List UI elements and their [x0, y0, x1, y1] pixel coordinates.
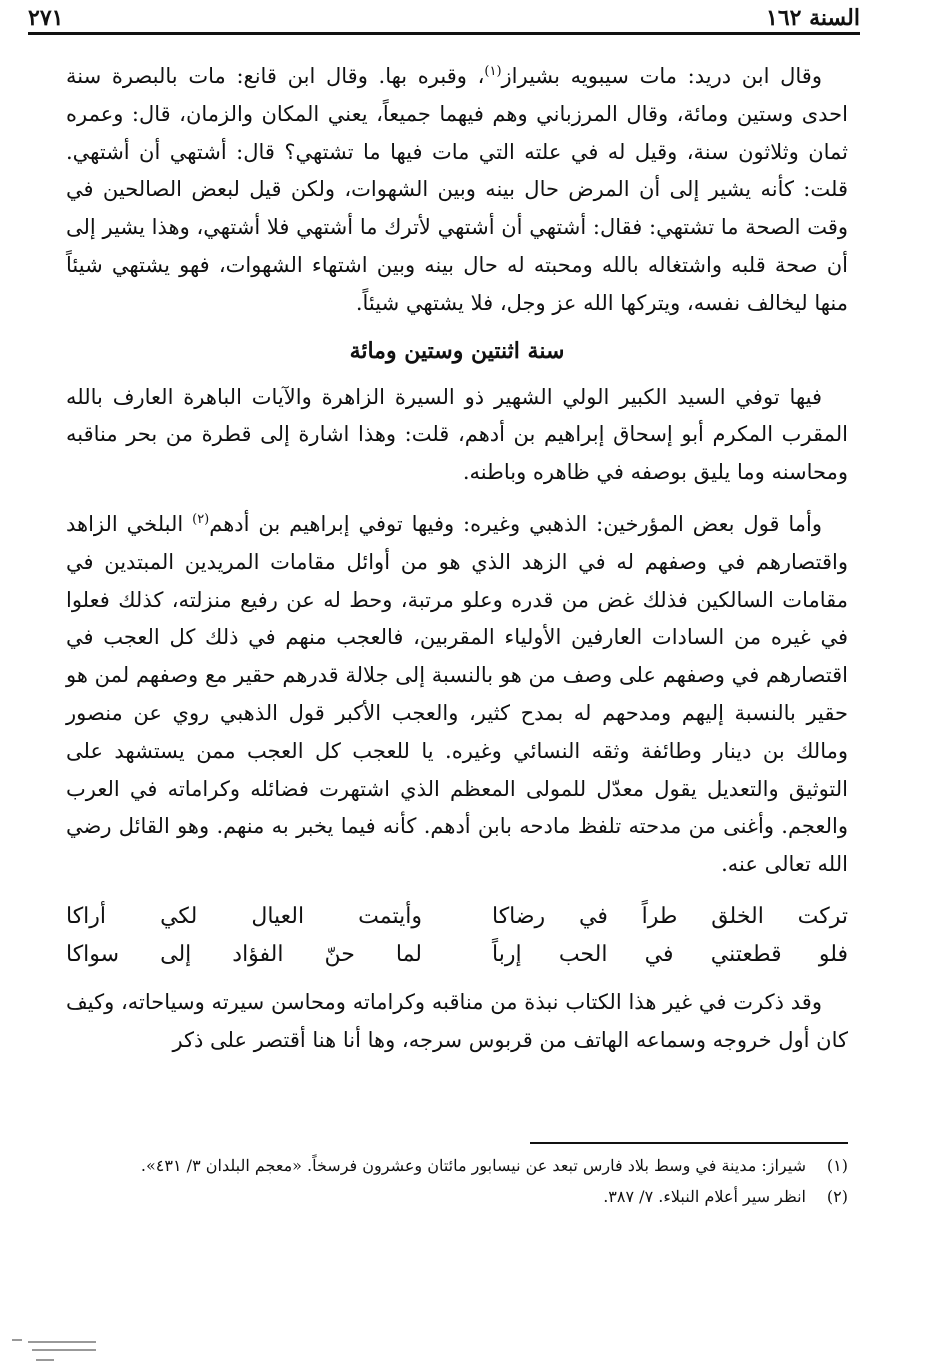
- verse-first-hemistich: تركت الخلق طراً في رضاكا: [492, 903, 848, 929]
- footnote-ref-1: (١): [484, 64, 502, 79]
- paragraph-2: فيها توفي السيد الكبير الولي الشهير ذو السيرة الزاهرة والآيات الباهرة العارف بالله المقرب المكرم أبو إسحاق إبراهيم بن أدهم، قلت: وهذا اشارة إلى قطرة من بحر مناقبه ومحاسنه وما يليق بوصفه في ظاهره وباطنه.: [66, 384, 848, 485]
- verse-second-hemistich: وأيتمت العيال لكي أراكا: [66, 903, 422, 929]
- verse-second-hemistich: لما حنّ الفؤاد إلى سواكا: [66, 941, 422, 967]
- footnote-rule: [530, 1142, 848, 1144]
- body-text: [66, 58, 848, 1060]
- paragraph-1: [66, 58, 848, 323]
- footnote-1: [66, 1152, 848, 1179]
- paragraph-3-rest: البلخي الزاهد واقتصارهم في وصفهم له في الزهد الذي هو من أوائل مقامات المريدين المبتدين في مقامات السالكين فذلك غض من قدره وعلو مرتبة، وحط له عن رفيع منزلته، كذلك فعلوا في غيره من السادات العارفين الأولياء المقربين، فالعجب منهم في ذلك كل العجب في اقتصارهم في وصفهم على وصف من هو بالنسبة إلى جلالة قدرهم حقير مع وصفهم لمن هو حقير بالنسبة إليهم ومدحهم له بمدح كثير، والعجب الأكبر قول الذهبي روي عن منصور ومالك بن دينار وطائفة وثقه النسائي وغيره. يا للعجب كل العجب ممن يستشهد على التوثيق والتعديل يقول معدّل للمولى المعظم الذي اشتهرت فضائله وكراماته في العرب والعجم. وأغنى من مدحته تلفظ مادحه بابن أدهم. كأنه فيما يخبر به منهم. وهو القائل رضي الله تعالى عنه.: [66, 511, 848, 877]
- footnote-number: (٢): [826, 1187, 848, 1206]
- scan-margin-marks: [10, 1336, 100, 1366]
- footnote-number: (١): [826, 1156, 848, 1175]
- header-rule: [28, 32, 860, 35]
- page-number: ٢٧١: [28, 5, 64, 31]
- verse-line: [66, 936, 848, 974]
- chapter-title: السنة ١٦٢: [766, 5, 860, 31]
- verse-first-hemistich: فلو قطعتني في الحب إرباً: [492, 941, 848, 967]
- footnote-ref-2: (٢): [192, 511, 210, 527]
- verse-line: [66, 898, 848, 936]
- paragraph-3-start: وأما قول بعض المؤرخين: الذهبي وغيره: وفيها توفي إبراهيم بن أدهم: [209, 511, 822, 536]
- running-head: [28, 2, 860, 34]
- footnote-text: انظر سير أعلام النبلاء. ٧/ ٣٨٧.: [603, 1187, 806, 1206]
- footnote-text: شيراز: مدينة في وسط بلاد فارس تبعد عن نيسابور مائتان وعشرون فرسخاً. «معجم البلدان ٣/ ٤٣١».: [140, 1156, 806, 1175]
- paragraph-1-start: وقال ابن دريد: مات سيبويه بشيراز: [501, 64, 822, 88]
- footnote-2: [66, 1183, 848, 1210]
- paragraph-4: وقد ذكرت في غير هذا الكتاب نبذة من مناقبه وكراماته ومحاسن سيرته وسياحاته، وكيف كان أول خروجه وسماعه الهاتف من قربوس سرجه، وها أنا هنا أقتصر على ذكر: [66, 989, 848, 1052]
- paragraph-1-rest: ، وقبره بها. وقال ابن قانع: مات بالبصرة سنة احدى وستين ومائة، وقال المرزباني وهم فيهما جميعاً، يعني المكان والزمان، قال: وعمره ثمان وثلاثون سنة، وقيل له في علته التي مات فيها ما تشتهي؟ قال: أشتهي أن أشتهي. قلت: كأنه يشير إلى أن المرض حال بينه وبين الشهوات، ولكن قيل لبعض الصالحين في وقت الصحة ما تشتهي: فقال: أشتهي أن أشتهي لأترك ما أشتهي فلا أشتهي، وهذا يشير إلى أن صحة قلبه واشتغاله بالله ومحبته له حال بينه وبين اشتهاء الشهوات، فهو يشتهي شيئاً منها ليخالف نفسه، ويتركها الله عز وجل، فلا يشتهي شيئاً.: [66, 64, 848, 315]
- footnotes: [66, 1152, 848, 1214]
- poem: [66, 898, 848, 974]
- paragraph-3: [66, 506, 848, 884]
- section-heading: سنة اثنتين وستين ومائة: [349, 337, 565, 364]
